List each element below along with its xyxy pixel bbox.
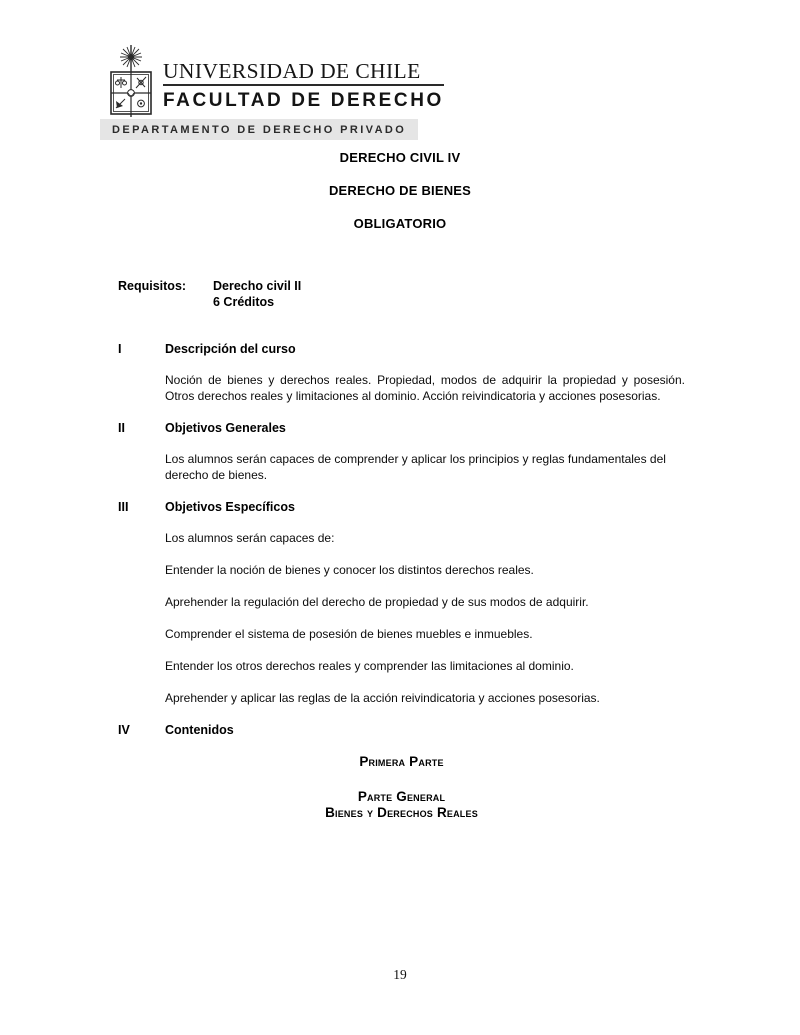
document-body	[118, 341, 685, 821]
part-subtitle-bienes: Bienes y Derechos Reales	[325, 805, 478, 820]
section-heading-objetivos-especificos	[118, 499, 685, 515]
section-heading-objetivos-generales	[118, 420, 685, 436]
section-numeral: II	[118, 421, 125, 435]
paragraph: Aprehender y aplicar las reglas de la acción reivindicatoria y acciones posesorias.	[165, 691, 600, 705]
course-subtitle: DERECHO DE BIENES	[328, 183, 472, 198]
section-title: Descripción del curso	[165, 342, 296, 356]
section-title: Objetivos Específicos	[165, 500, 295, 514]
paragraph: Aprehender la regulación del derecho de propiedad y de sus modos de adquirir.	[165, 595, 589, 609]
prerequisites-values	[213, 278, 301, 310]
section-numeral: III	[118, 500, 129, 514]
section-heading-contenidos	[118, 722, 685, 738]
course-type: OBLIGATORIO	[353, 216, 447, 231]
paragraph: Los alumnos serán capaces de comprender y aplicar los principios y reglas fundamentales del derecho de bienes.	[165, 452, 666, 482]
page-number: 19	[393, 967, 407, 982]
letterhead	[104, 44, 444, 118]
part-title: Primera Parte	[359, 754, 444, 769]
letterhead-text	[163, 44, 444, 112]
section-heading-descripcion	[118, 341, 685, 357]
university-crest-icon	[104, 44, 158, 118]
paragraph: Entender la noción de bienes y conocer los distintos derechos reales.	[165, 563, 534, 577]
paragraph: Entender los otros derechos reales y comprender las limitaciones al dominio.	[165, 659, 574, 673]
paragraph: Noción de bienes y derechos reales. Propiedad, modos de adquirir la propiedad y posesión. Otros derechos reales y limitaciones al dominio. Acción reivindicatoria y acciones posesorias.	[165, 373, 685, 403]
course-title: DERECHO CIVIL IV	[339, 150, 461, 165]
section-title: Objetivos Generales	[165, 421, 286, 435]
paragraph: Los alumnos serán capaces de:	[165, 531, 335, 545]
prerequisite-course: Derecho civil II	[213, 279, 302, 293]
credits-value: 6 Créditos	[213, 295, 275, 309]
university-name: UNIVERSIDAD DE CHILE	[163, 60, 444, 86]
section-title: Contenidos	[165, 723, 234, 737]
course-title-block	[0, 151, 800, 250]
section-numeral: I	[118, 342, 122, 356]
department-banner: DEPARTAMENTO DE DERECHO PRIVADO	[100, 119, 418, 140]
prerequisites-block	[118, 278, 301, 310]
faculty-name: FACULTAD DE DERECHO	[163, 89, 444, 111]
prerequisites-label: Requisitos:	[118, 279, 187, 293]
paragraph: Comprender el sistema de posesión de bienes muebles e inmuebles.	[165, 627, 533, 641]
section-numeral: IV	[118, 723, 130, 737]
part-subtitle-general: Parte General	[357, 789, 446, 804]
